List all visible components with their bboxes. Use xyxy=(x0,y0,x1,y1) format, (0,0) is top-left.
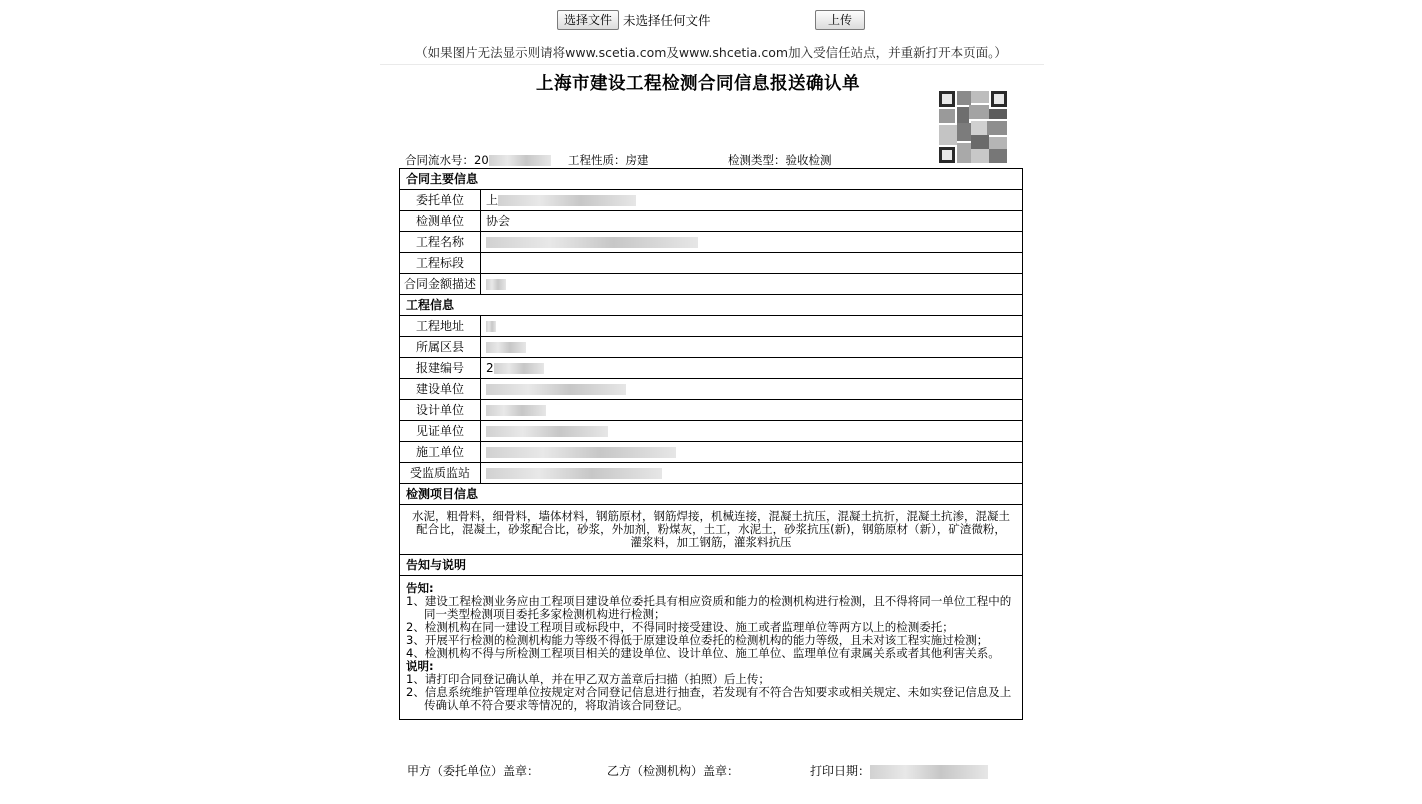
signature-footer xyxy=(407,762,1027,780)
document-title: 上海市建设工程检测合同信息报送确认单 xyxy=(536,74,860,94)
table-row xyxy=(400,316,1023,337)
row-value xyxy=(481,274,1023,295)
section-project-title: 工程信息 xyxy=(400,295,1023,316)
row-value xyxy=(481,190,1023,211)
row-value xyxy=(481,400,1023,421)
table-row xyxy=(400,421,1023,442)
redacted-value xyxy=(486,237,698,248)
value-text: 上 xyxy=(486,193,499,207)
serial-value: 20 xyxy=(474,153,489,167)
upload-button[interactable]: 上传 xyxy=(815,10,865,30)
test-items-line: 灌浆料，加工钢筋，灌浆料抗压 xyxy=(630,535,792,549)
party-a-seal: 甲方（委托单位）盖章： xyxy=(407,764,540,778)
row-value xyxy=(481,463,1023,484)
party-b-seal: 乙方（检测机构）盖章： xyxy=(607,764,740,778)
serial-label: 合同流水号： xyxy=(405,153,474,167)
row-value xyxy=(481,211,1023,232)
redacted-value xyxy=(486,447,676,458)
redacted-value xyxy=(486,426,608,437)
section-notes-title: 告知与说明 xyxy=(400,555,1023,576)
row-value xyxy=(481,421,1023,442)
row-label: 设计单位 xyxy=(400,400,481,421)
redacted-value xyxy=(486,468,662,479)
row-label: 委托单位 xyxy=(400,190,481,211)
row-value xyxy=(481,337,1023,358)
redacted-serial xyxy=(489,155,551,166)
row-label: 合同金额描述 xyxy=(400,274,481,295)
notice-item: 1、建设工程检测业务应由工程项目建设单位委托具有相应资质和能力的检测机构进行检测，且不得将同一单位工程中的同一类型检测项目委托多家检测机构进行检测； xyxy=(406,594,1012,621)
row-label: 见证单位 xyxy=(400,421,481,442)
upload-bar xyxy=(557,9,852,31)
notice-heading: 告知: xyxy=(406,581,434,595)
row-label: 工程名称 xyxy=(400,232,481,253)
explain-item: 1、请打印合同登记确认单，并在甲乙双方盖章后扫描（拍照）后上传； xyxy=(406,672,770,686)
file-status: 未选择任何文件 xyxy=(623,13,711,28)
contract-form-table xyxy=(399,168,1023,720)
print-date-label: 打印日期： xyxy=(810,764,871,778)
table-row xyxy=(400,190,1023,211)
redacted-value xyxy=(486,405,546,416)
table-row xyxy=(400,576,1023,720)
row-label: 报建编号 xyxy=(400,358,481,379)
test-items-line: 配合比，混凝土，砂浆配合比，砂浆，外加剂，粉煤灰，土工，水泥土，砂浆抗压(新)，钢筋原材（新），矿渣微粉， xyxy=(416,522,1006,536)
redacted-value xyxy=(486,321,496,332)
row-label: 所属区县 xyxy=(400,337,481,358)
row-label: 工程标段 xyxy=(400,253,481,274)
row-label: 施工单位 xyxy=(400,442,481,463)
section-items-title: 检测项目信息 xyxy=(400,484,1023,505)
table-row xyxy=(400,253,1023,274)
value-text: 2 xyxy=(486,361,494,375)
row-label: 受监质监站 xyxy=(400,463,481,484)
notice-item: 3、开展平行检测的检测机构能力等级不得低于原建设单位委托的检测机构的能力等级，且未对该工程实施过检测； xyxy=(406,633,989,647)
row-value xyxy=(481,232,1023,253)
test-items-list xyxy=(400,505,1023,555)
redacted-value xyxy=(486,279,506,290)
table-row xyxy=(400,463,1023,484)
row-label: 工程地址 xyxy=(400,316,481,337)
table-row xyxy=(400,232,1023,253)
table-row xyxy=(400,358,1023,379)
print-date xyxy=(810,762,988,779)
test-items-line: 水泥，粗骨料，细骨料，墙体材料，钢筋原材，钢筋焊接，机械连接，混凝土抗压，混凝土抗折，混凝土抗渗，混凝土 xyxy=(412,509,1010,523)
redacted-value xyxy=(486,384,626,395)
table-row xyxy=(400,211,1023,232)
row-value xyxy=(481,316,1023,337)
choose-file-button[interactable]: 选择文件 xyxy=(557,10,619,30)
divider xyxy=(380,64,1044,65)
redacted-value xyxy=(486,342,526,353)
serial-number xyxy=(405,152,551,168)
project-nature: 工程性质：房建 xyxy=(568,153,649,167)
test-type: 检测类型：验收检测 xyxy=(728,153,832,167)
explain-item: 2、信息系统维护管理单位按规定对合同登记信息进行抽查，若发现有不符合告知要求或相关规定、未如实登记信息及上传确认单不符合要求等情况的，将取消该合同登记。 xyxy=(406,685,1012,712)
table-row xyxy=(400,379,1023,400)
notes-content xyxy=(400,576,1023,720)
row-value xyxy=(481,379,1023,400)
table-row xyxy=(400,442,1023,463)
table-row xyxy=(400,274,1023,295)
redacted-value xyxy=(494,363,544,374)
table-row xyxy=(400,505,1023,555)
redacted-print-date xyxy=(870,765,988,779)
explain-heading: 说明: xyxy=(406,659,434,673)
redacted-value xyxy=(498,195,636,206)
section-contract-title: 合同主要信息 xyxy=(400,169,1023,190)
notice-item: 4、检测机构不得与所检测工程项目相关的建设单位、设计单位、施工单位、监理单位有隶属关系或者其他利害关系。 xyxy=(406,646,1000,660)
trusted-site-notice: （如果图片无法显示则请将www.scetia.com及www.shcetia.com加入受信任站点，并重新打开本页面。） xyxy=(415,45,1007,60)
row-label: 建设单位 xyxy=(400,379,481,400)
row-label: 检测单位 xyxy=(400,211,481,232)
value-text: 协会 xyxy=(486,214,511,228)
notice-item: 2、检测机构在同一建设工程项目或标段中，不得同时接受建设、施工或者监理单位等两方以上的检测委托； xyxy=(406,620,954,634)
row-value xyxy=(481,358,1023,379)
table-row xyxy=(400,337,1023,358)
table-row xyxy=(400,400,1023,421)
document-meta xyxy=(400,152,1023,168)
row-value xyxy=(481,442,1023,463)
row-value xyxy=(481,253,1023,274)
